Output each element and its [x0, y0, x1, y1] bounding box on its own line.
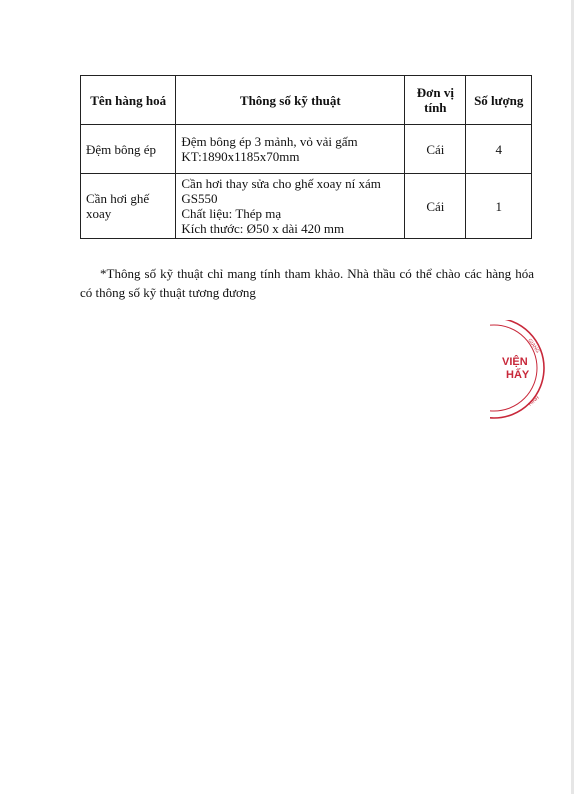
unit-cell: Cái	[405, 125, 466, 174]
spec-line: Kích thước: Ø50 x dài 420 mm	[181, 221, 345, 236]
specification-cell	[176, 125, 405, 174]
seal-text-line: VIỆN	[502, 356, 528, 368]
header-unit: Đơn vị tính	[405, 76, 466, 125]
header-item-name: Tên hàng hoá	[81, 76, 176, 125]
footnote: *Thông số kỹ thuật chỉ mang tính tham khảo. Nhà thầu có thể chào các hàng hóa có thông số kỹ thuật tương đương	[80, 266, 534, 300]
item-name-cell	[81, 174, 176, 239]
spec-line: Cần hơi thay sửa cho ghế xoay ní xám	[181, 176, 381, 191]
table-header-row	[81, 76, 532, 125]
seal-ring-text: GIANG	[526, 337, 541, 355]
item-name: xoay	[86, 206, 112, 221]
seal-text-line: HẤY	[506, 369, 530, 381]
header-quantity: Số lượng	[466, 76, 532, 125]
red-seal-stamp	[490, 320, 560, 420]
item-name: Đệm bông ép	[86, 141, 157, 157]
seal-ring-text: HINH	[527, 395, 541, 408]
header-specification: Thông số kỹ thuật	[176, 76, 405, 125]
spec-line: Chất liệu: Thép mạ	[181, 206, 282, 221]
spec-line: GS550	[181, 191, 218, 206]
table-row	[81, 125, 532, 174]
spec-line: KT:1890x1185x70mm	[181, 149, 300, 164]
quantity-cell: 1	[466, 174, 532, 239]
table-row	[81, 174, 532, 239]
specification-table	[80, 75, 532, 239]
unit-cell: Cái	[405, 174, 466, 239]
spec-line: Đệm bông ép 3 mảnh, vỏ vải gấm	[181, 134, 358, 149]
specification-cell	[176, 174, 405, 239]
item-name: Cần hơi ghế	[86, 191, 150, 206]
quantity-cell: 4	[466, 125, 532, 174]
item-name-cell	[81, 125, 176, 174]
